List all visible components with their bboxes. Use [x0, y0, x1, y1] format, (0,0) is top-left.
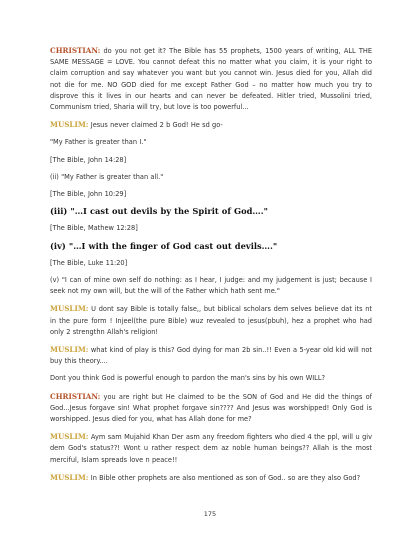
muslim-statement-5 [50, 472, 372, 484]
quote-text-bold: (iv) "…I with the finger of God cast out devils…." [50, 240, 278, 251]
paragraph-text: Aym sam Mujahid Khan Der asm any freedom fighters who died 4 the ppl, will u giv dem God's status??! Wont u rather respect dem az noble human beings?? Allah is the most merciful, Islam spreads love n peace!! [50, 433, 372, 464]
citation: [The Bible, John 14:28] [50, 155, 127, 164]
speaker-muslim: MUSLIM: [50, 345, 89, 355]
quote-text: (ii) "My Father is greater than all." [50, 172, 164, 181]
speaker-muslim: MUSLIM: [50, 432, 89, 442]
citation: [The Bible, Luke 11:20] [50, 258, 128, 267]
citation: [The Bible, John 10:29] [50, 190, 127, 199]
speaker-muslim: MUSLIM: [50, 304, 89, 314]
page-number: 175 [203, 510, 217, 518]
quote-text: "My Father is greater than I." [50, 138, 147, 147]
quote-text: (v) "I can of mine own self do nothing: as I hear, I judge: and my judgement is just; because I seek not my own will, but the will of the Father which hath sent me." [50, 276, 372, 296]
paragraph-text: Dont you think God is powerful enough to pardon the man's sins by his own WILL? [50, 374, 326, 383]
christian-statement-1 [50, 45, 372, 113]
muslim-statement-4 [50, 431, 372, 466]
quote-text-bold: (iii) "…I cast out devils by the Spirit of God…." [50, 206, 268, 217]
muslim-statement-2 [50, 303, 372, 338]
speaker-christian: CHRISTIAN: [50, 391, 101, 401]
muslim-statement-3 [50, 344, 372, 367]
speaker-muslim: MUSLIM: [50, 472, 89, 482]
paragraph-text: U dont say Bible is totally false,, but biblical scholars dem selves believe dat its nt in the pure form ! Injeel(the pure Bible) wuz revealed to jesus(pbuh), hez a prophet who had only 2 strengthn Allah's religion! [50, 305, 372, 336]
citation: [The Bible, Mathew 12:28] [50, 224, 138, 233]
speaker-christian: CHRISTIAN: [50, 46, 101, 55]
page-content [50, 45, 372, 490]
paragraph-text: Jesus never claimed 2 b God! He sd go- [88, 121, 223, 130]
paragraph-text: In Bible other prophets are also mentioned as son of God.. so are they also God? [88, 473, 361, 482]
paragraph-text: what kind of play is this? God dying for man 2b sin..!! Even a 5-year old kid will not buy this theory.... [50, 346, 372, 366]
speaker-muslim: MUSLIM: [50, 120, 89, 130]
christian-statement-2 [50, 391, 372, 426]
muslim-statement-1 [50, 119, 372, 131]
paragraph-text: do you not get it? The Bible has 55 prophets, 1500 years of writing, ALL THE SAME MESSAGE = LOVE. You cannot defeat this no matter what you claim, it is your right to claim corruption and say whatever you want but you cannot win. Jesus died for you, Allah did not die for me. NO GOD died for me except Father God – no matter how much you try to disprove this it lives in our hearts and can never be defeated. Hitler tried, Mussolini tried, Communism tried, Sharia will try, but love is too powerful... [50, 47, 372, 112]
paragraph-text: you are right but He claimed to be the SON of God and He did the things of God...Jesus forgave sin! What prophet forgave sin???? And Jesus was worshipped! Only God is worshipped. Jesus died for you, what has Allah done for me? [50, 392, 372, 424]
